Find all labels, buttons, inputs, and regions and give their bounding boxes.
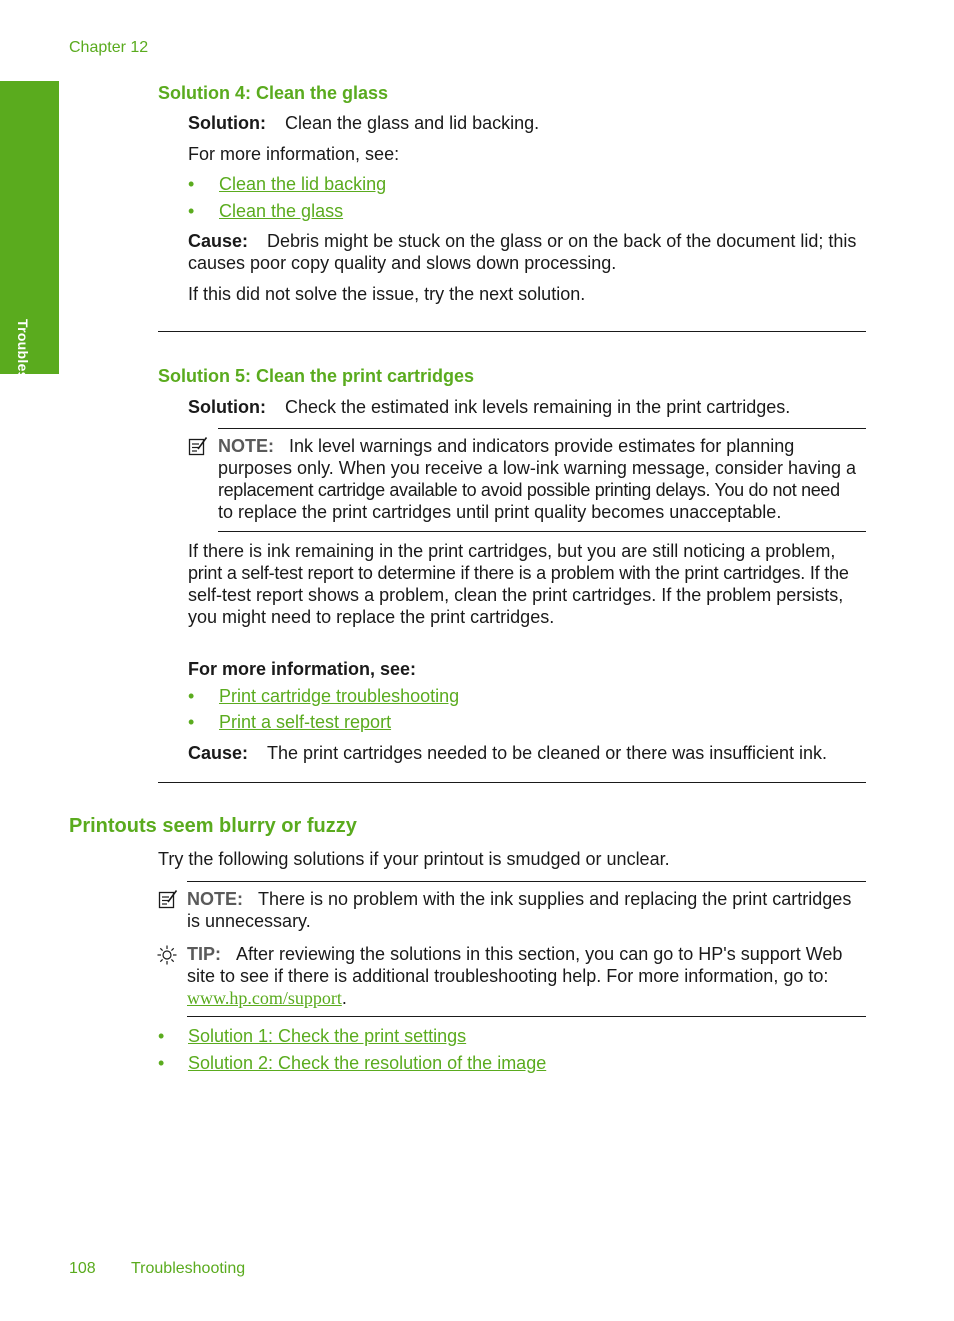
section-heading: Printouts seem blurry or fuzzy (69, 815, 357, 837)
solution4-cause (188, 230, 878, 274)
solution-label: Solution: (188, 397, 266, 417)
bullet: • (158, 1026, 165, 1046)
note-line: to replace the print cartridges until print quality becomes unacceptable. (218, 502, 782, 522)
solution-label: Solution: (188, 113, 266, 133)
bullet: • (188, 174, 195, 194)
divider (158, 331, 866, 332)
cause-line: causes poor copy quality and slows down processing. (188, 253, 617, 273)
tip-line: site to see if there is additional troubleshooting help. For more information, go to: (187, 966, 829, 986)
cause-label: Cause: (188, 231, 249, 251)
note-label: NOTE: (218, 436, 274, 456)
solution4-solution (188, 112, 539, 134)
note-block (218, 435, 878, 523)
note-icon (188, 436, 208, 456)
more-info-heading: For more information, see: (188, 659, 417, 679)
link-solution-2[interactable]: Solution 2: Check the resolution of the image (188, 1053, 547, 1073)
solution5-solution (188, 396, 790, 418)
cause-line: Debris might be stuck on the glass or on the back of the document lid; this (267, 231, 857, 251)
cause-text: The print cartridges needed to be cleaned or there was insufficient ink. (267, 743, 828, 763)
lightbulb-icon (157, 945, 177, 965)
tip-bottom-rule (187, 1016, 866, 1017)
tip-end: . (341, 988, 347, 1008)
body-line: you might need to replace the print cartridges. (188, 607, 555, 627)
solution-text: Clean the glass and lid backing. (285, 113, 540, 133)
side-tab (0, 81, 59, 434)
link-hp-support[interactable]: www.hp.com/support (187, 988, 342, 1008)
note-block (187, 888, 877, 932)
note-label: NOTE: (187, 889, 243, 909)
solution-text: Check the estimated ink levels remaining in the print cartridges. (285, 397, 791, 417)
bullet: • (188, 712, 195, 732)
chapter-label: Chapter 12 (69, 39, 149, 56)
note-line: There is no problem with the ink supplies and replacing the print cartridges (258, 889, 852, 909)
note-line: purposes only. When you receive a low-ink warning message, consider having a (218, 458, 856, 478)
divider (158, 782, 866, 783)
page-number: 108 (69, 1260, 96, 1277)
note-top-rule (218, 428, 866, 429)
bullet: • (188, 686, 195, 706)
link-print-cartridge-troubleshooting[interactable]: Print cartridge troubleshooting (219, 686, 460, 706)
note-bottom-rule (218, 531, 866, 532)
section-intro: Try the following solutions if your printout is smudged or unclear. (158, 849, 670, 869)
link-print-self-test-report[interactable]: Print a self-test report (219, 712, 392, 732)
body-line: print a self-test report to determine if there is a problem with the print cartridges. If the (188, 563, 849, 583)
solution5-cause (188, 742, 827, 764)
footer-section: Troubleshooting (131, 1260, 246, 1277)
cause-label: Cause: (188, 743, 249, 763)
link-clean-glass[interactable]: Clean the glass (219, 201, 344, 221)
tip-label: TIP: (187, 944, 221, 964)
bullet: • (188, 201, 195, 221)
body-line: self-test report shows a problem, clean the print cartridges. If the problem persists, (188, 585, 844, 605)
next-solution-text: If this did not solve the issue, try the next solution. (188, 284, 586, 304)
note-line: Ink level warnings and indicators provide estimates for planning (289, 436, 795, 456)
note-top-rule (187, 881, 866, 882)
note-icon (158, 889, 178, 909)
side-tab-label: Troubleshooting (15, 319, 31, 434)
more-info-text: For more information, see: (188, 144, 400, 164)
solution5-heading: Solution 5: Clean the print cartridges (158, 366, 475, 386)
tip-block (187, 943, 877, 1009)
link-clean-lid-backing[interactable]: Clean the lid backing (219, 174, 387, 194)
note-line: replacement cartridge available to avoid possible printing delays. You do not need (218, 480, 840, 500)
bullet: • (158, 1053, 165, 1073)
note-line: is unnecessary. (187, 911, 311, 931)
solution4-heading: Solution 4: Clean the glass (158, 83, 389, 103)
tip-line: After reviewing the solutions in this section, you can go to HP's support Web (236, 944, 843, 964)
body-line: If there is ink remaining in the print cartridges, but you are still noticing a problem, (188, 541, 836, 561)
solution5-body (188, 540, 878, 628)
link-solution-1[interactable]: Solution 1: Check the print settings (188, 1026, 467, 1046)
